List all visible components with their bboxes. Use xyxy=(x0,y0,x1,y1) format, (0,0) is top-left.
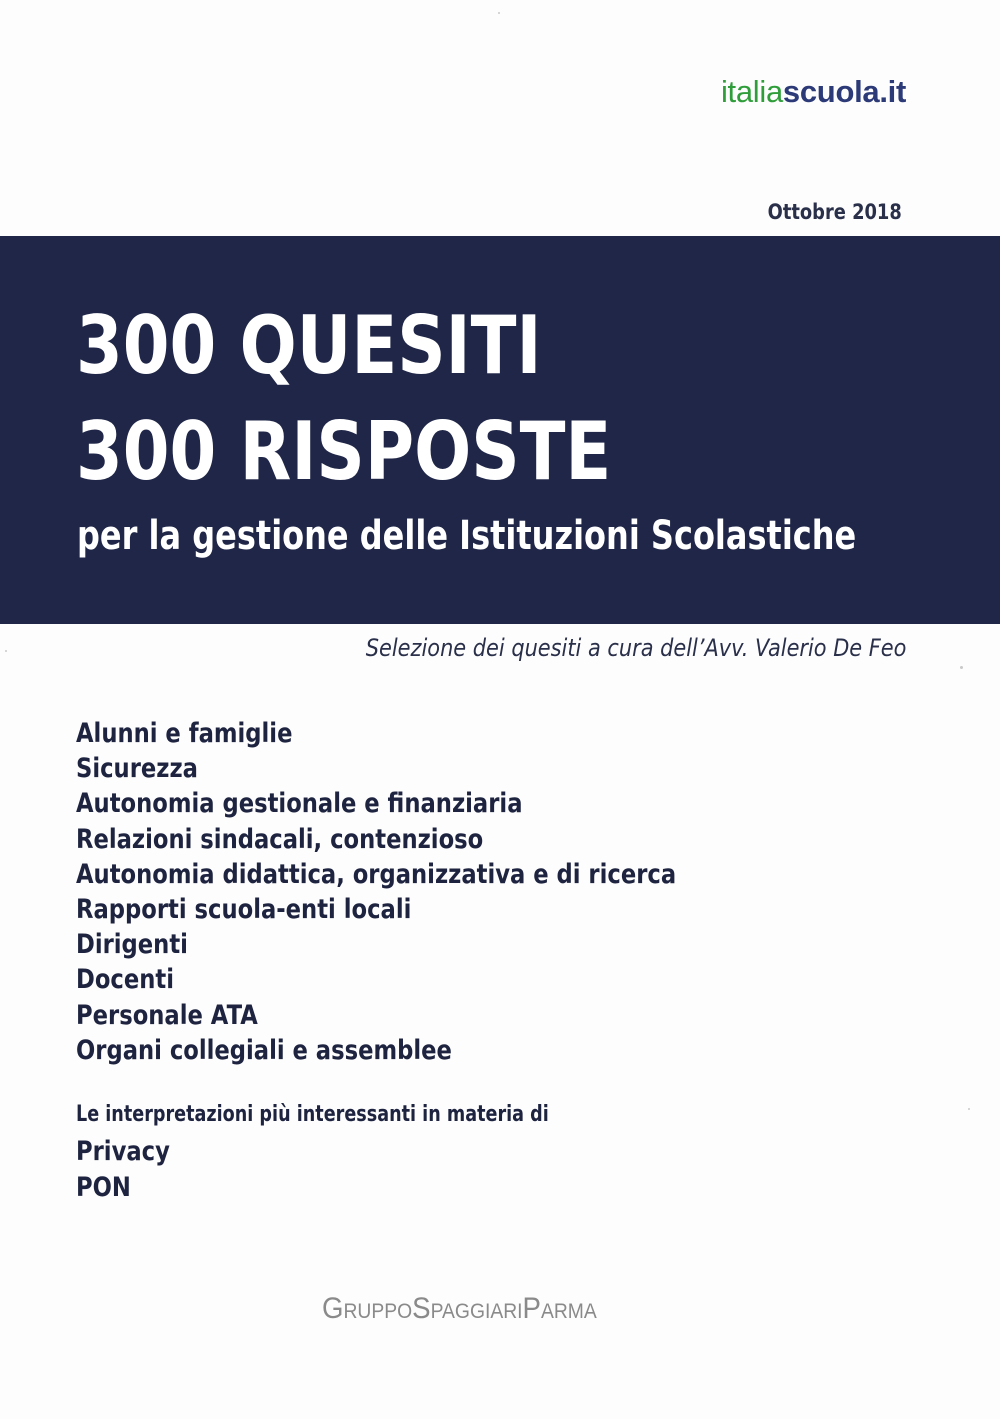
interpretations-list xyxy=(76,1134,188,1206)
topic-item: Docenti xyxy=(76,964,175,996)
topic-item: Alunni e famiglie xyxy=(76,718,293,749)
curator-credit: Selezione dei quesiti a cura dell’Avv. Valerio De Feo xyxy=(365,634,906,662)
paper-speck xyxy=(5,650,7,652)
publication-date: Ottobre 2018 xyxy=(767,200,902,224)
topic-item: Rapporti scuola-enti locali xyxy=(76,893,412,925)
topic-item: Relazioni sindacali, contenzioso xyxy=(76,823,484,855)
topic-item: Personale ATA xyxy=(76,999,258,1031)
title-line-2: 300 RISPOSTE xyxy=(76,405,612,498)
topic-list xyxy=(76,716,790,1068)
interpretations-intro: Le interpretazioni più interessanti in materia di xyxy=(76,1102,549,1127)
paper-speck xyxy=(498,12,500,14)
publisher-name: GruppoSpaggiariParma xyxy=(322,1292,597,1325)
subtitle: per la gestione delle Istituzioni Scolastiche xyxy=(77,513,857,559)
topic-item: Organi collegiali e assemblee xyxy=(76,1034,452,1066)
interpretation-item: Privacy xyxy=(76,1136,170,1167)
topic-item: Sicurezza xyxy=(76,753,198,785)
logo-part-scuola: scuola xyxy=(782,74,880,109)
title-line-1: 300 QUESITI xyxy=(76,299,542,392)
topic-item: Autonomia didattica, organizzativa e di ricerca xyxy=(76,858,677,890)
publisher-logo xyxy=(721,76,906,107)
paper-speck xyxy=(960,666,963,669)
topic-item: Dirigenti xyxy=(76,929,188,961)
logo-part-domain: .it xyxy=(879,74,906,109)
paper-speck xyxy=(968,1108,970,1110)
topic-item: Autonomia gestionale e finanziaria xyxy=(76,788,523,820)
interpretation-item: PON xyxy=(76,1172,131,1203)
logo-part-italia: italia xyxy=(720,74,783,109)
